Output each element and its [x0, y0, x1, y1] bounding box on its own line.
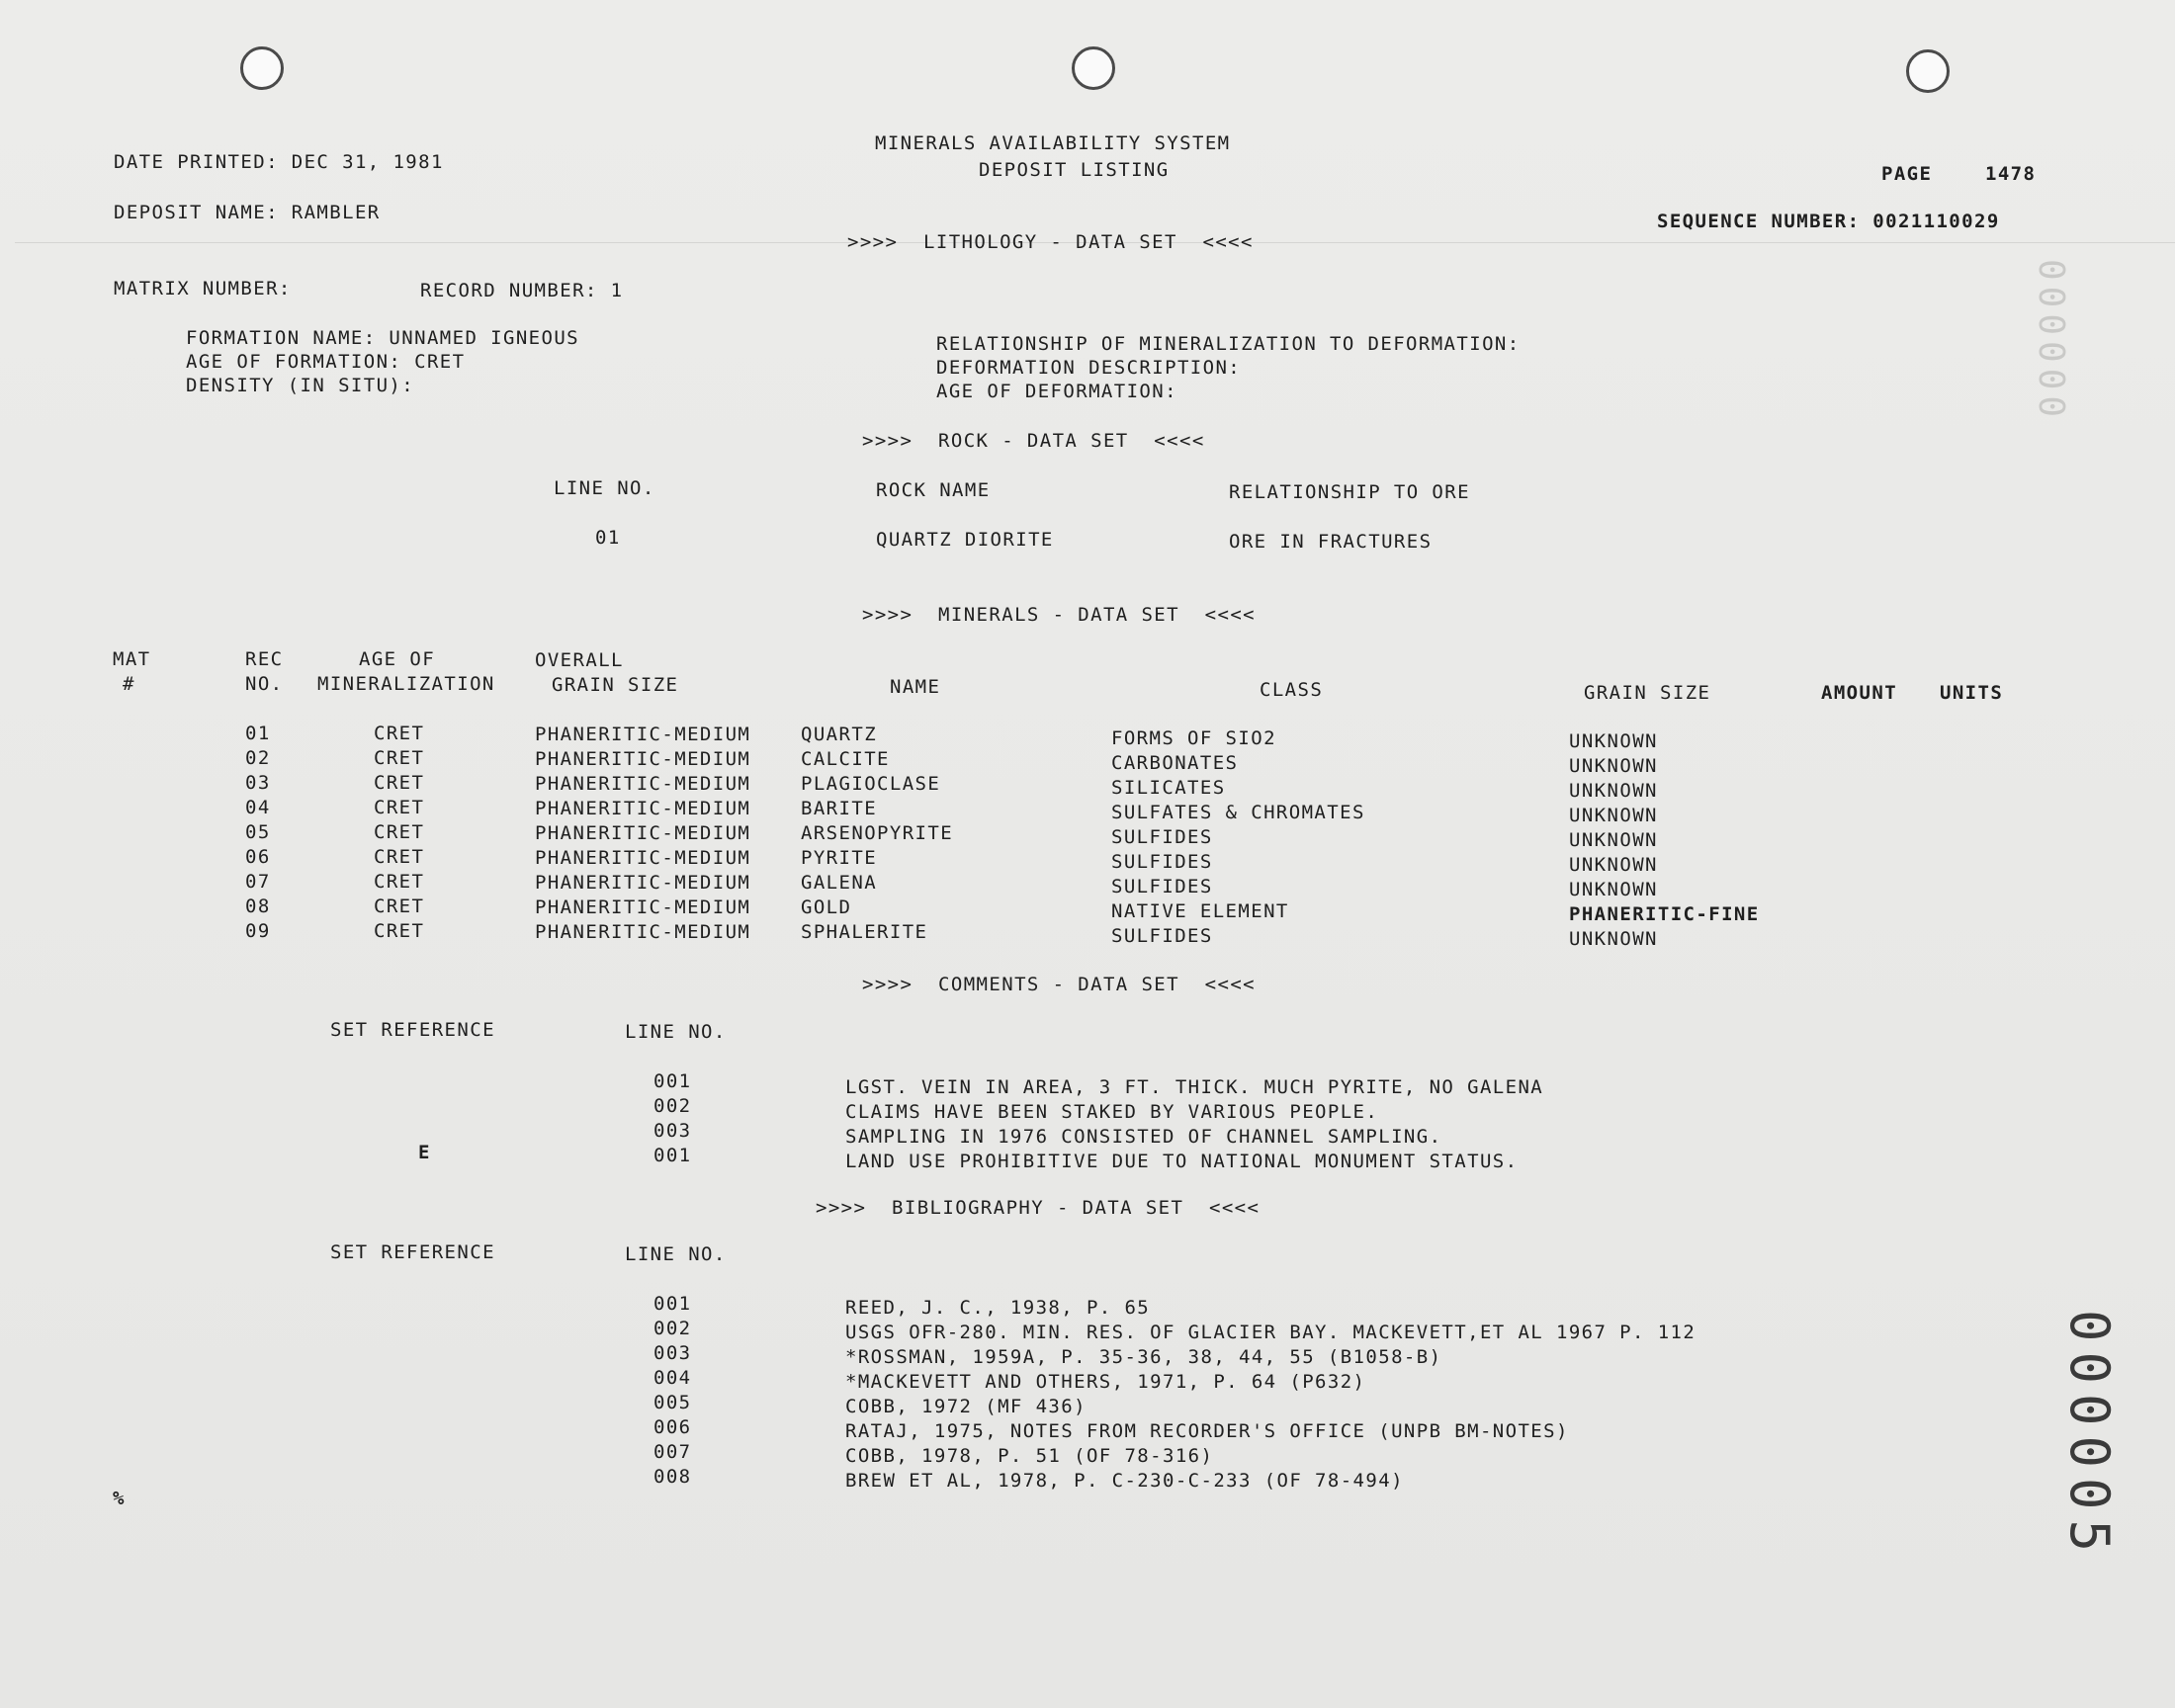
mineral-rec: 03 [245, 772, 271, 794]
minerals-header-mineralization: MINERALIZATION [317, 673, 495, 695]
comment-line-no: 002 [653, 1095, 692, 1117]
page-label: PAGE [1881, 163, 1933, 185]
minerals-header-mat: MAT [113, 648, 151, 670]
mineral-rec: 09 [245, 920, 271, 942]
mineral-rec: 01 [245, 723, 271, 744]
minerals-header-rec: REC [245, 648, 284, 670]
mineral-name: PLAGIOCLASE [801, 773, 941, 795]
mineral-name: GALENA [801, 872, 878, 894]
mineral-overall-grain: PHANERITIC-MEDIUM [535, 897, 751, 918]
bibliography-line-no: 006 [653, 1416, 692, 1438]
bibliography-line-no: 004 [653, 1367, 692, 1389]
mineral-class: FORMS OF SIO2 [1111, 727, 1276, 749]
age-of-formation: AGE OF FORMATION: CRET [186, 351, 466, 373]
mineral-grain-size: UNKNOWN [1569, 780, 1658, 802]
comment-text: CLAIMS HAVE BEEN STAKED BY VARIOUS PEOPLE. [845, 1101, 1379, 1123]
bibliography-text: USGS OFR-280. MIN. RES. OF GLACIER BAY. MACKEVETT,ET AL 1967 P. 112 [845, 1322, 1696, 1343]
mineral-class: NATIVE ELEMENT [1111, 900, 1289, 922]
deposit-name: DEPOSIT NAME: RAMBLER [114, 202, 381, 223]
comments-header-line-no: LINE NO. [625, 1021, 727, 1043]
bibliography-header-line-no: LINE NO. [625, 1243, 727, 1265]
bibliography-text: BREW ET AL, 1978, P. C-230-C-233 (OF 78-494) [845, 1470, 1404, 1492]
mineral-overall-grain: PHANERITIC-MEDIUM [535, 847, 751, 869]
mineral-age: CRET [374, 846, 425, 868]
mineral-overall-grain: PHANERITIC-MEDIUM [535, 822, 751, 844]
density-in-situ: DENSITY (IN SITU): [186, 375, 415, 396]
rock-banner: >>>> ROCK - DATA SET <<<< [862, 430, 1205, 452]
minerals-header-name: NAME [890, 676, 941, 698]
mineral-class: SULFATES & CHROMATES [1111, 802, 1365, 823]
bibliography-line-no: 002 [653, 1318, 692, 1339]
bibliography-text: *ROSSMAN, 1959A, P. 35-36, 38, 44, 55 (B1058-B) [845, 1346, 1442, 1368]
comment-set-reference: E [418, 1142, 431, 1163]
bibliography-line-no: 008 [653, 1466, 692, 1488]
bibliography-banner: >>>> BIBLIOGRAPHY - DATA SET <<<< [816, 1197, 1261, 1219]
mineral-age: CRET [374, 896, 425, 917]
comments-header-set-reference: SET REFERENCE [330, 1019, 495, 1041]
mineral-age: CRET [374, 920, 425, 942]
comment-line-no: 001 [653, 1070, 692, 1092]
mineral-overall-grain: PHANERITIC-MEDIUM [535, 773, 751, 795]
bates-stamp-number: 000005 [2058, 1310, 2121, 1563]
mineral-class: SULFIDES [1111, 925, 1213, 947]
mineral-name: GOLD [801, 897, 852, 918]
minerals-header-mat-hash: # [123, 673, 135, 695]
rock-header-line-no: LINE NO. [554, 477, 655, 499]
mineral-rec: 04 [245, 797, 271, 818]
mineral-age: CRET [374, 821, 425, 843]
minerals-header-grain-size: GRAIN SIZE [552, 674, 679, 696]
minerals-header-grain-size-col: GRAIN SIZE [1584, 682, 1711, 704]
mineral-rec: 07 [245, 871, 271, 893]
mineral-grain-size: UNKNOWN [1569, 755, 1658, 777]
punch-hole-center [1072, 46, 1115, 90]
mineral-name: ARSENOPYRITE [801, 822, 954, 844]
bibliography-line-no: 007 [653, 1441, 692, 1463]
mineral-grain-size: UNKNOWN [1569, 854, 1658, 876]
mineral-grain-size: PHANERITIC-FINE [1569, 903, 1760, 925]
mineral-class: SULFIDES [1111, 826, 1213, 848]
matrix-number: MATRIX NUMBER: [114, 278, 292, 299]
minerals-header-age-of: AGE OF [359, 648, 436, 670]
mineral-class: SULFIDES [1111, 851, 1213, 873]
comment-text: LGST. VEIN IN AREA, 3 FT. THICK. MUCH PYRITE, NO GALENA [845, 1076, 1544, 1098]
relationship-to-deformation: RELATIONSHIP OF MINERALIZATION TO DEFORMATION: [936, 333, 1521, 355]
sequence-number: SEQUENCE NUMBER: 0021110029 [1657, 211, 2000, 232]
rock-row-rock-name: QUARTZ DIORITE [876, 529, 1054, 551]
bibliography-text: COBB, 1978, P. 51 (OF 78-316) [845, 1445, 1214, 1467]
punch-hole-right [1906, 49, 1950, 93]
page-number: 1478 [1985, 163, 2037, 185]
mineral-overall-grain: PHANERITIC-MEDIUM [535, 748, 751, 770]
comment-text: LAND USE PROHIBITIVE DUE TO NATIONAL MONUMENT STATUS. [845, 1151, 1519, 1172]
mineral-grain-size: UNKNOWN [1569, 928, 1658, 950]
rock-header-rock-name: ROCK NAME [876, 479, 991, 501]
mineral-rec: 02 [245, 747, 271, 769]
minerals-banner: >>>> MINERALS - DATA SET <<<< [862, 604, 1257, 626]
mineral-rec: 08 [245, 896, 271, 917]
bibliography-header-set-reference: SET REFERENCE [330, 1241, 495, 1263]
mineral-age: CRET [374, 772, 425, 794]
age-of-deformation: AGE OF DEFORMATION: [936, 381, 1177, 402]
mineral-overall-grain: PHANERITIC-MEDIUM [535, 798, 751, 819]
comments-banner: >>>> COMMENTS - DATA SET <<<< [862, 974, 1257, 995]
punch-hole-left [240, 46, 284, 90]
deformation-description: DEFORMATION DESCRIPTION: [936, 357, 1242, 379]
rock-row-line-no: 01 [595, 527, 621, 549]
mineral-age: CRET [374, 747, 425, 769]
mineral-age: CRET [374, 723, 425, 744]
bibliography-text: RATAJ, 1975, NOTES FROM RECORDER'S OFFICE (UNPB BM-NOTES) [845, 1420, 1569, 1442]
bibliography-text: COBB, 1972 (MF 436) [845, 1396, 1087, 1417]
mineral-name: CALCITE [801, 748, 890, 770]
mineral-age: CRET [374, 797, 425, 818]
comment-line-no: 001 [653, 1145, 692, 1166]
mineral-grain-size: UNKNOWN [1569, 805, 1658, 826]
bibliography-line-no: 003 [653, 1342, 692, 1364]
mineral-overall-grain: PHANERITIC-MEDIUM [535, 921, 751, 943]
bibliography-line-no: 005 [653, 1392, 692, 1413]
minerals-header-amount: AMOUNT [1821, 682, 1898, 704]
mineral-grain-size: UNKNOWN [1569, 829, 1658, 851]
mineral-overall-grain: PHANERITIC-MEDIUM [535, 872, 751, 894]
mineral-class: CARBONATES [1111, 752, 1239, 774]
bibliography-text: *MACKEVETT AND OTHERS, 1971, P. 64 (P632) [845, 1371, 1366, 1393]
mineral-name: QUARTZ [801, 724, 878, 745]
listing-title: DEPOSIT LISTING [979, 159, 1170, 181]
date-printed: DATE PRINTED: DEC 31, 1981 [114, 151, 444, 173]
ghost-stamp-number: 000000 [2031, 259, 2071, 424]
lithology-banner: >>>> LITHOLOGY - DATA SET <<<< [847, 231, 1254, 253]
system-title: MINERALS AVAILABILITY SYSTEM [875, 132, 1231, 154]
comment-text: SAMPLING IN 1976 CONSISTED OF CHANNEL SAMPLING. [845, 1126, 1442, 1148]
record-number: RECORD NUMBER: 1 [420, 280, 624, 301]
rock-header-relationship: RELATIONSHIP TO ORE [1229, 481, 1470, 503]
minerals-header-class: CLASS [1260, 679, 1324, 701]
mineral-name: PYRITE [801, 847, 878, 869]
mineral-name: SPHALERITE [801, 921, 928, 943]
bibliography-text: REED, J. C., 1938, P. 65 [845, 1297, 1151, 1319]
percent-mark: % [113, 1488, 126, 1509]
rock-row-relationship: ORE IN FRACTURES [1229, 531, 1433, 553]
minerals-header-overall: OVERALL [535, 649, 624, 671]
mineral-grain-size: UNKNOWN [1569, 879, 1658, 900]
mineral-rec: 05 [245, 821, 271, 843]
mineral-name: BARITE [801, 798, 878, 819]
minerals-header-units: UNITS [1940, 682, 2004, 704]
mineral-overall-grain: PHANERITIC-MEDIUM [535, 724, 751, 745]
comment-line-no: 003 [653, 1120, 692, 1142]
bibliography-line-no: 001 [653, 1293, 692, 1315]
mineral-class: SULFIDES [1111, 876, 1213, 897]
mineral-grain-size: UNKNOWN [1569, 730, 1658, 752]
mineral-age: CRET [374, 871, 425, 893]
minerals-header-no: NO. [245, 673, 284, 695]
mineral-class: SILICATES [1111, 777, 1226, 799]
mineral-rec: 06 [245, 846, 271, 868]
formation-name: FORMATION NAME: UNNAMED IGNEOUS [186, 327, 580, 349]
